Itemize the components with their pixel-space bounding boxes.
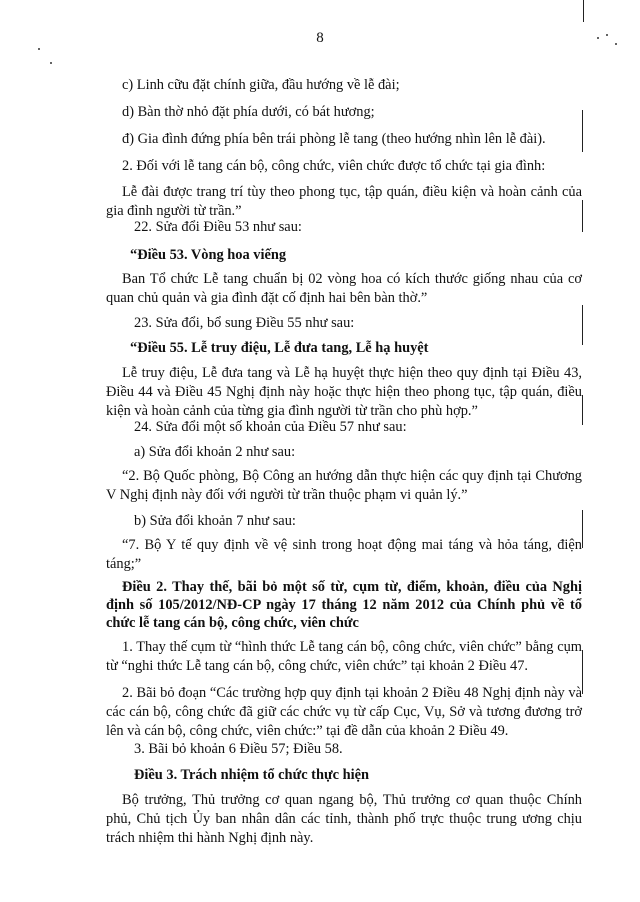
article-heading: “Điều 53. Vòng hoa viếng: [130, 247, 287, 263]
paragraph: Lễ truy điệu, Lễ đưa tang và Lễ hạ huyệt thực hiện theo quy định tại Điều 43, Điều 44 và Điều 45 Nghị định này hoặc thực hiện theo phong tục, tập quán, điều kiện và hoàn cảnh của từng gia đình người từ trần cho phù hợp.”: [106, 365, 582, 419]
scan-edge-mark: [582, 305, 583, 345]
paragraph: Bộ trưởng, Thủ trưởng cơ quan ngang bộ, Thủ trưởng cơ quan thuộc Chính phủ, Chủ tịch Ủy ban nhân dân các tỉnh, thành phố trực thuộc trung ương chịu trách nhiệm thi hành Nghị định này.: [106, 792, 582, 846]
page-number: 8: [316, 30, 324, 46]
paragraph: Lễ đài được trang trí tùy theo phong tục, tập quán, điều kiện và hoàn cảnh của gia đình người từ trần.”: [106, 184, 582, 219]
scan-speck: [50, 62, 52, 64]
paragraph: 22. Sửa đổi Điều 53 như sau:: [134, 219, 302, 235]
article-heading: Điều 2. Thay thế, bãi bỏ một số từ, cụm từ, điểm, khoản, điều của Nghị định số 105/2012/NĐ-CP ngày 17 tháng 12 năm 2012 của Chính phủ về tổ chức lễ tang cán bộ, công chức, viên chức: [106, 579, 582, 631]
paragraph: 3. Bãi bỏ khoản 6 Điều 57; Điều 58.: [134, 741, 343, 757]
scan-speck: [606, 34, 608, 36]
paragraph: Ban Tổ chức Lễ tang chuẩn bị 02 vòng hoa có kích thước giống nhau của cơ quan chủ quản và gia đình đặt cố định hai bên bàn thờ.”: [106, 271, 582, 306]
scan-edge-mark: [582, 200, 583, 232]
paragraph: b) Sửa đổi khoản 7 như sau:: [134, 513, 296, 529]
paragraph: a) Sửa đổi khoản 2 như sau:: [134, 444, 296, 460]
article-heading: Điều 3. Trách nhiệm tổ chức thực hiện: [134, 767, 369, 783]
paragraph: “2. Bộ Quốc phòng, Bộ Công an hướng dẫn thực hiện các quy định tại Chương V Nghị định này đối với người từ trần thuộc phạm vi quản lý.”: [106, 468, 582, 503]
article-heading: “Điều 55. Lễ truy điệu, Lễ đưa tang, Lễ hạ huyệt: [130, 340, 429, 356]
paragraph: 1. Thay thế cụm từ “hình thức Lễ tang cán bộ, công chức, viên chức” bằng cụm từ “nghi thức Lễ tang cán bộ, công chức, viên chức” tại khoản 2 Điều 47.: [106, 639, 582, 674]
paragraph: “7. Bộ Y tế quy định về vệ sinh trong hoạt động mai táng và hỏa táng, điện táng;”: [106, 537, 582, 572]
scan-edge-mark: [582, 650, 583, 694]
scan-speck: [38, 48, 40, 50]
paragraph: 23. Sửa đổi, bổ sung Điều 55 như sau:: [134, 315, 355, 331]
scan-speck: [597, 37, 599, 39]
paragraph: d) Bàn thờ nhỏ đặt phía dưới, có bát hương;: [122, 104, 375, 120]
scan-edge-mark: [583, 0, 584, 22]
scan-edge-mark: [582, 510, 583, 548]
paragraph: 24. Sửa đổi một số khoản của Điều 57 như sau:: [134, 419, 407, 435]
scan-speck: [615, 43, 617, 45]
paragraph: c) Linh cữu đặt chính giữa, đầu hướng về lễ đài;: [122, 77, 400, 93]
paragraph: 2. Đối với lễ tang cán bộ, công chức, viên chức được tổ chức tại gia đình:: [122, 158, 546, 174]
paragraph: đ) Gia đình đứng phía bên trái phòng lễ tang (theo hướng nhìn lên lễ đài).: [122, 131, 546, 147]
scan-edge-mark: [582, 110, 583, 152]
scan-edge-mark: [582, 395, 583, 425]
paragraph: 2. Bãi bỏ đoạn “Các trường hợp quy định tại khoản 2 Điều 48 Nghị định này và các cán bộ, công chức đã giữ các chức vụ từ cấp Cục, Vụ, Sở và tương đương trở lên và cán bộ, công chức, viên chức:” tại đề dẫn của khoản 2 Điều 49.: [106, 685, 582, 739]
